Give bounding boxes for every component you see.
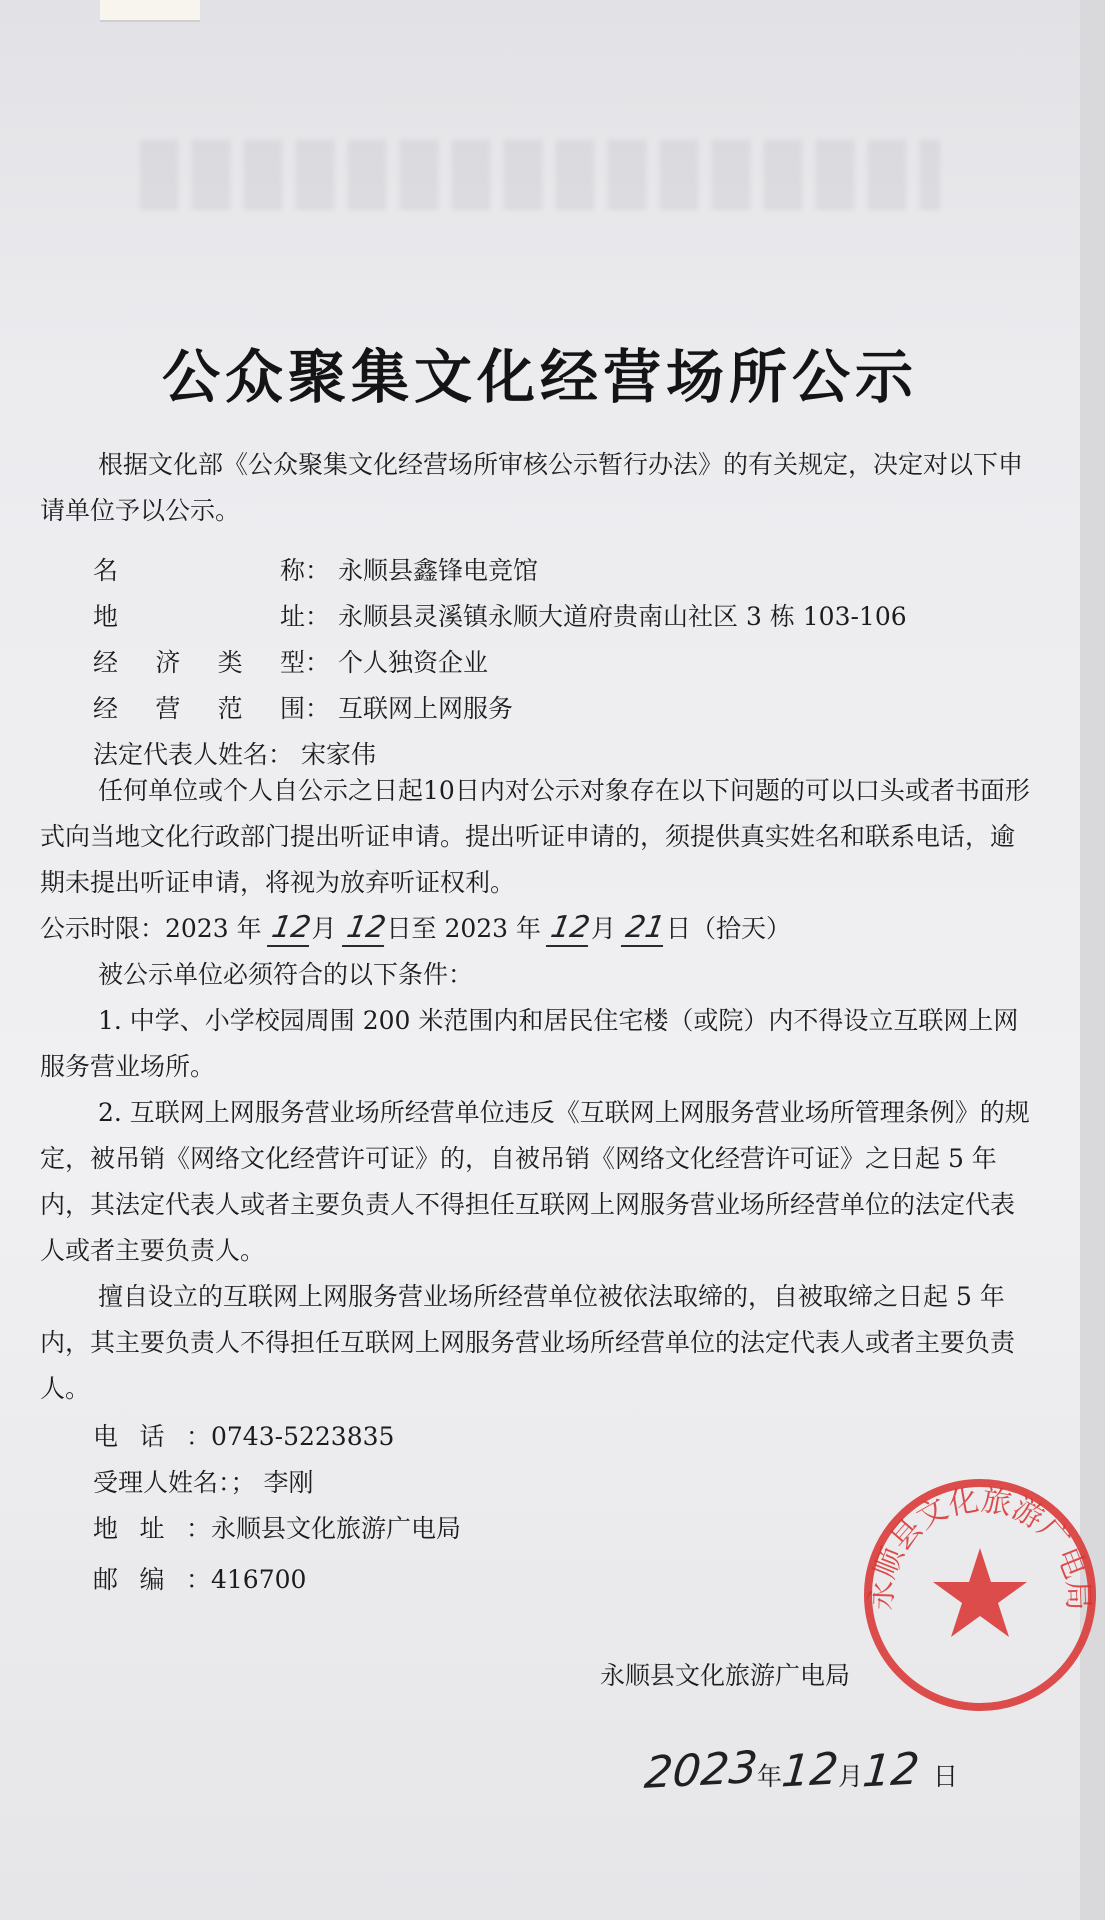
document-title: 公众聚集文化经营场所公示 (161, 343, 918, 411)
contact-address (93, 1506, 461, 1552)
period-suffix: 日（拾天） (665, 914, 791, 943)
period-end-day: 21 (621, 911, 669, 947)
period-month-char-2: 月 (590, 914, 616, 943)
contact-postal (93, 1557, 306, 1603)
condition-2: 2. 互联网上网服务营业场所经营单位违反《互联网上网服务营业场所管理条例》的规定，被吊销《网络文化经营许可证》的，自被吊销《网络文化经营许可证》之日起 5 年内，其法定代表人或者主要负责人不得担任互联网上网服务营业场所经营单位的法定代表人或者主要负责人。 (40, 1098, 1030, 1265)
contact-postal-value: 416700 (211, 1565, 307, 1594)
field-representative-value: 宋家伟 (301, 740, 377, 769)
bleed-through-shadow (140, 140, 940, 210)
intro-paragraph: 根据文化部《公众聚集文化经营场所审核公示暂行办法》的有关规定，决定对以下申请单位予以公示。 (40, 450, 1024, 525)
contact-postal-label: 邮编： (93, 1565, 211, 1594)
contact-handler-value: 李刚 (263, 1468, 314, 1497)
contact-phone-value: 0743-5223835 (211, 1422, 395, 1451)
signature-date (642, 1742, 959, 1799)
contact-address-value: 永顺县文化旅游广电局 (211, 1514, 462, 1543)
period-start-month: 12 (266, 911, 314, 947)
field-scope-label: 经营范围 (93, 694, 305, 723)
publicity-period (40, 906, 791, 952)
seal-text: 永顺县文化旅游广电局 (864, 1482, 1096, 1612)
official-seal (855, 1470, 1105, 1720)
contact-handler (93, 1460, 314, 1506)
signature-month-char: 月 (838, 1762, 864, 1791)
signature-year-char: 年 (756, 1762, 782, 1791)
field-name-label: 名称 (93, 556, 305, 585)
contact-phone-label: 电话： (93, 1422, 211, 1451)
conditions-intro: 被公示单位必须符合的以下条件： (98, 960, 474, 989)
field-address-value: 永顺县灵溪镇永顺大道府贵南山社区 3 栋 103-106 (338, 602, 907, 631)
field-scope-value: 互联网上网服务 (338, 694, 514, 723)
field-type-label: 经济类型 (93, 648, 305, 677)
signature-organization: 永顺县文化旅游广电局 (600, 1661, 851, 1690)
field-representative-label: 法定代表人姓名： (93, 740, 294, 769)
objection-paragraph: 任何单位或个人自公示之日起10日内对公示对象存在以下问题的可以口头或者书面形式向当地文化行政部门提出听证申请。提出听证申请的，须提供真实姓名和联系电话，逾期未提出听证申请，将视为放弃听证权利。 (40, 776, 1030, 897)
contact-address-label: 地址： (93, 1514, 211, 1543)
contact-handler-label: 受理人姓名：； (93, 1468, 256, 1497)
field-type-value: 个人独资企业 (338, 648, 489, 677)
period-month-char-1: 月 (311, 914, 337, 943)
field-type: 经济类型： 个人独资企业 (93, 640, 488, 686)
field-address-label: 地址 (93, 602, 305, 631)
field-scope: 经营范围： 互联网上网服务 (93, 686, 513, 732)
seal-star-icon (933, 1548, 1027, 1637)
signature-day: 12 (860, 1743, 922, 1798)
contact-phone (93, 1414, 394, 1460)
signature-year: 2023 (642, 1742, 760, 1799)
period-start-day: 12 (341, 911, 389, 947)
period-to-text: 日至 2023 年 (386, 914, 542, 943)
condition-3: 擅自设立的互联网上网服务营业场所经营单位被依法取缔的，自被取缔之日起 5 年内，其主要负责人不得担任互联网上网服务营业场所经营单位的法定代表人或者主要负责人。 (40, 1282, 1016, 1403)
paper-edge-tab (100, 0, 200, 22)
signature-month: 12 (779, 1743, 841, 1798)
signature-day-char: 日 (933, 1762, 959, 1791)
field-address: 地址： 永顺县灵溪镇永顺大道府贵南山社区 3 栋 103-106 (93, 594, 907, 640)
period-prefix: 公示时限：2023 年 (40, 914, 262, 943)
condition-1: 1. 中学、小学校园周围 200 米范围内和居民住宅楼（或院）内不得设立互联网上网服务营业场所。 (40, 1006, 1019, 1081)
field-name: 名称： 永顺县鑫锋电竞馆 (93, 548, 538, 594)
period-end-month: 12 (546, 911, 594, 947)
field-name-value: 永顺县鑫锋电竞馆 (338, 556, 539, 585)
